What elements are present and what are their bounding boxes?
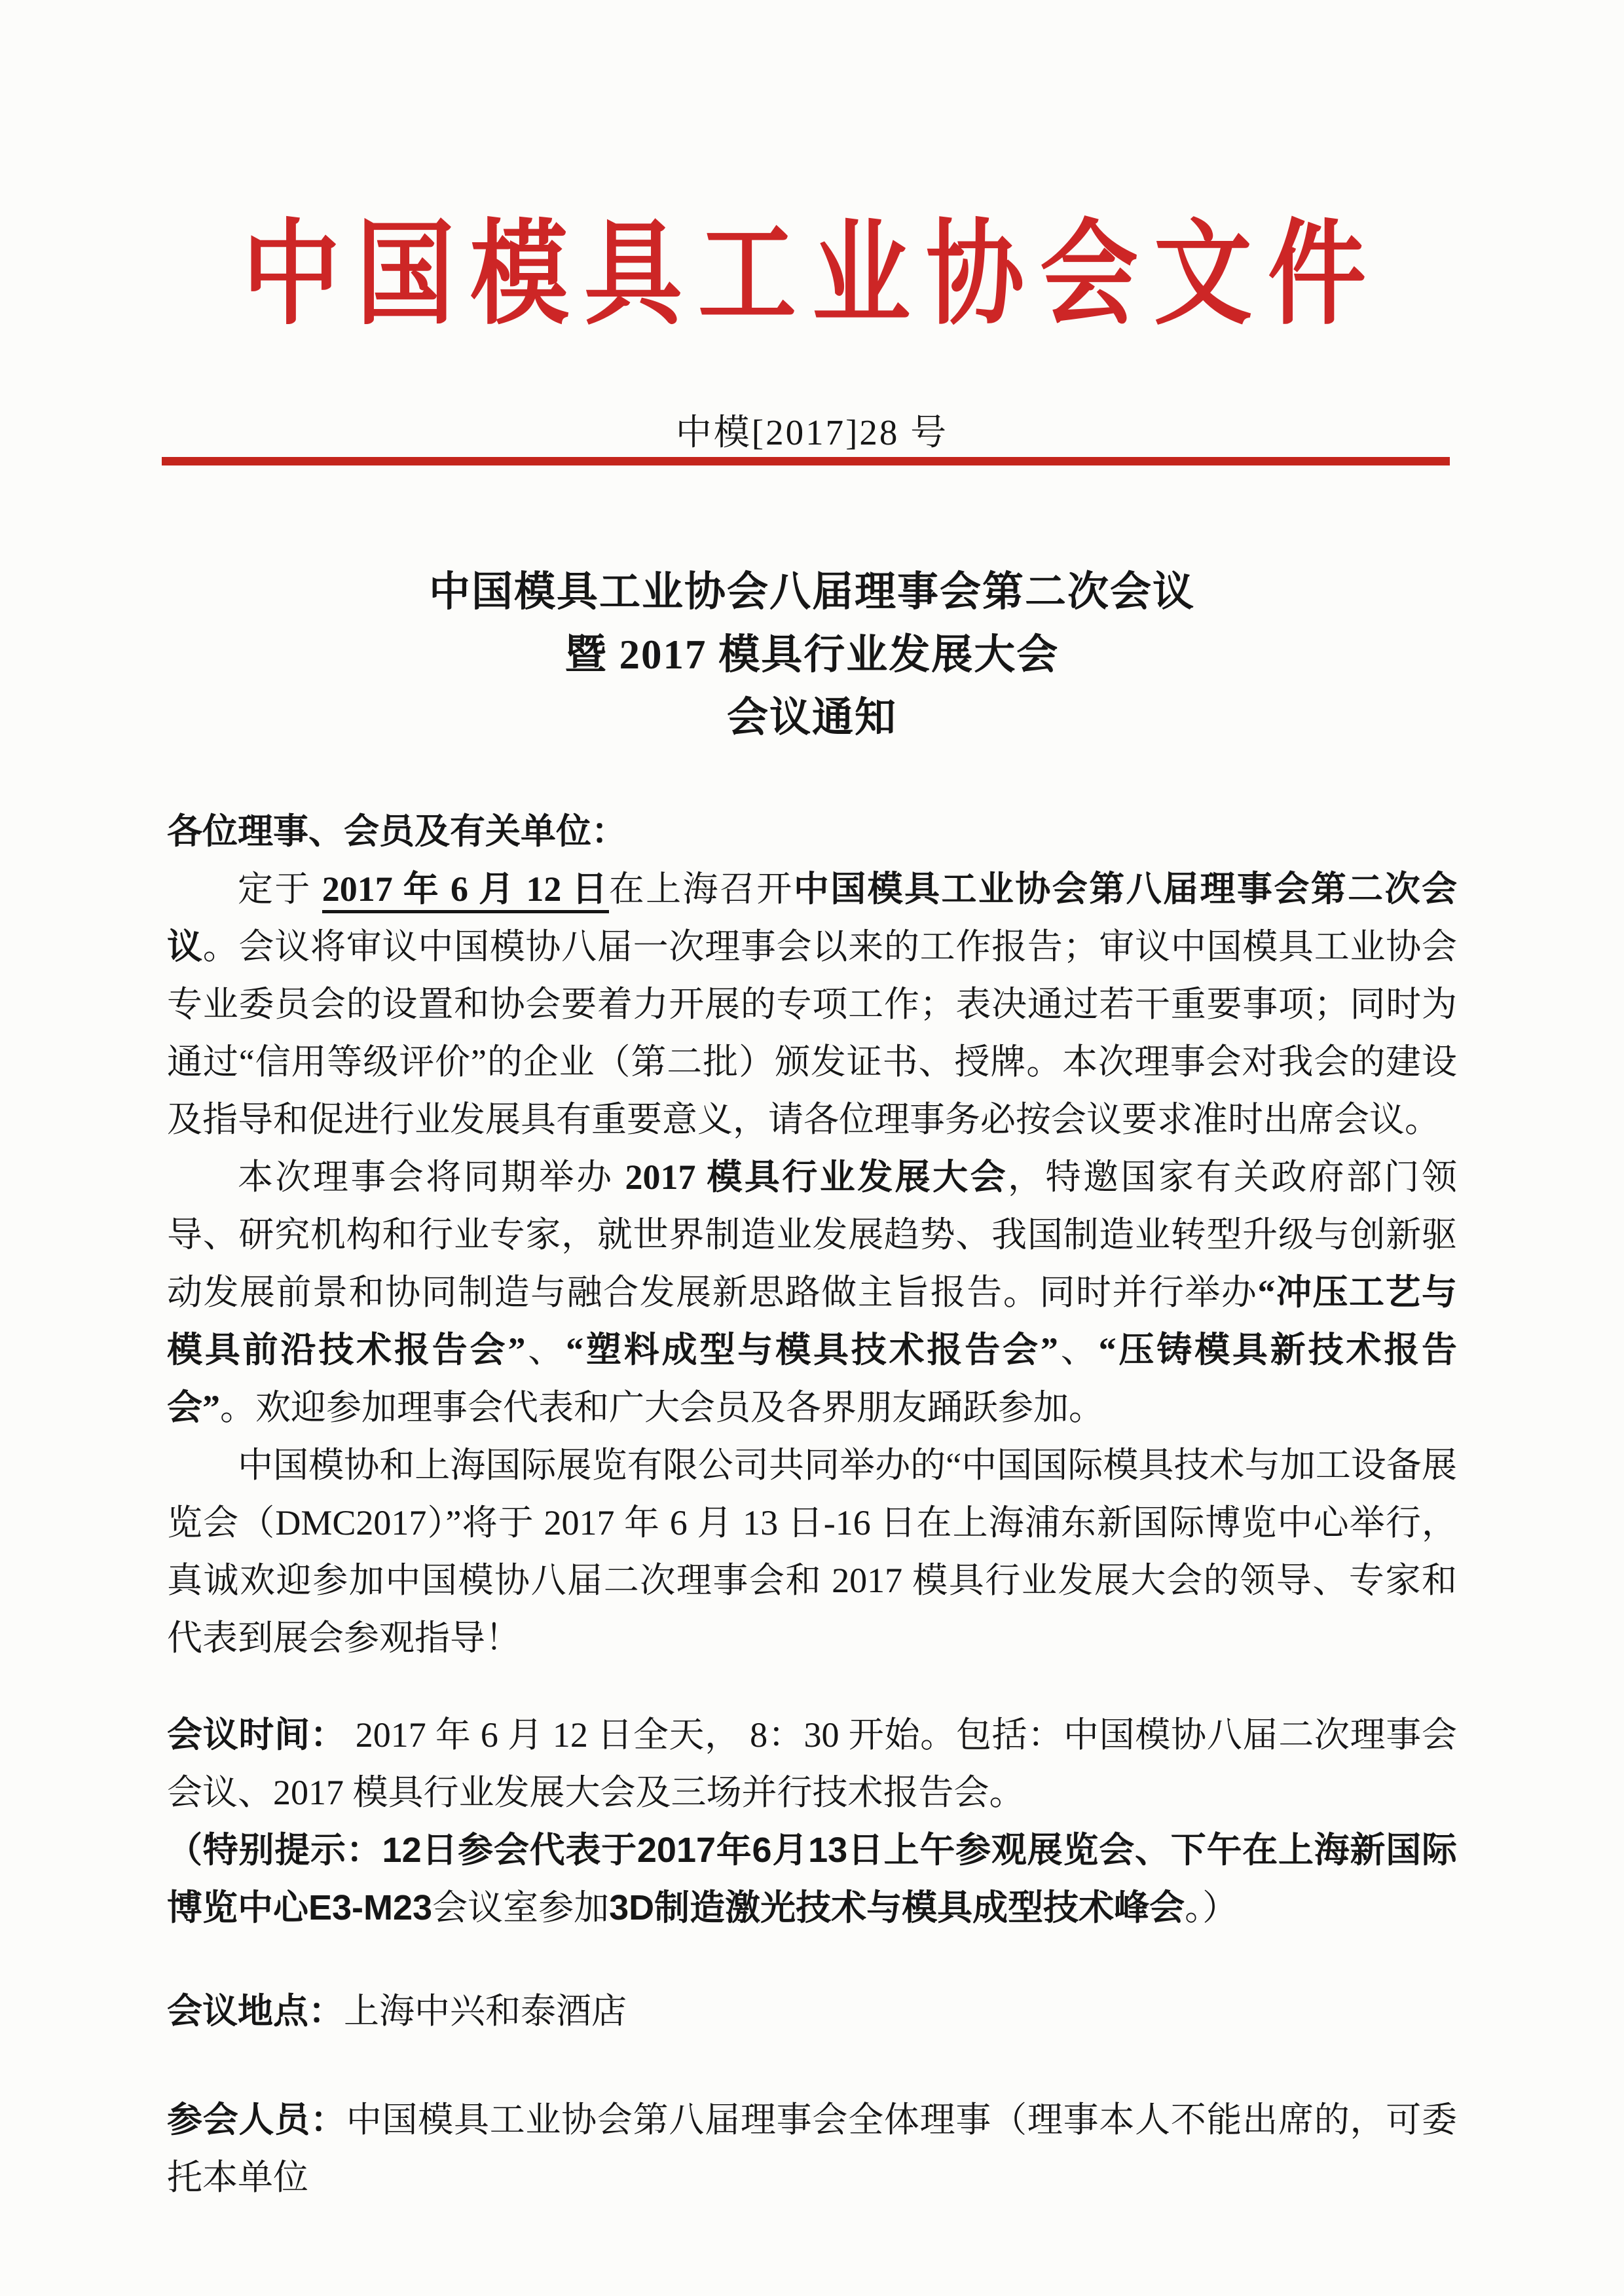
meeting-title (167, 560, 1457, 749)
meeting-title-line-3: 会议通知 (727, 695, 897, 740)
text-segment: “塑料成型与模具技术报告会” (566, 1330, 1058, 1370)
special-note (167, 1821, 1457, 1937)
text-segment: 上海中兴和泰酒店 (344, 1992, 627, 2031)
paragraph-meeting-decision (167, 860, 1457, 1148)
text-segment: 会议时间： (167, 1715, 346, 1755)
text-segment: 。会议将审议中国模协八届一次理事会以来的工作报告；审议中国模具工业协会专业委员会的设置和协会要着力开展的专项工作；表决通过若干重要事项；同时为通过“信用等级评价”的企业（第二批）颁发证书、授牌。本次理事会对我会的建设及指导和促进行业发展具有重要意义，请各位理事务必按会议要求准时出席会议。 (167, 927, 1458, 1139)
text-segment: E3-M23 (308, 1888, 433, 1927)
doc-number: 中模[2017]28 号 (675, 412, 949, 452)
text-segment: 2017 模具行业发展大会 (625, 1157, 1008, 1197)
text-segment: 本次理事会将同期举办 (238, 1157, 625, 1197)
text-segment: 2017 年 6 月 12 日全天， 8：30 开始。包括：中国模协八届二次理事会会议、2017 模具行业发展大会及三场并行技术报告会。 (167, 1715, 1457, 1812)
attendees (167, 2091, 1457, 2206)
paragraph-development-conference (167, 1148, 1457, 1436)
meeting-title-line-1: 中国模具工业协会八届理事会第二次会议 (429, 569, 1195, 615)
red-divider-line (162, 457, 1450, 465)
text-segment: 会议地点： (167, 1992, 344, 2031)
text-segment: 中国模具工业协会第八届理事会全体理事（理事本人不能出席的，可委托本单位 (167, 2100, 1458, 2197)
body-paragraphs (167, 803, 1457, 2206)
text-segment: （特别提示： (167, 1831, 382, 1870)
text-segment: 定于 (238, 869, 322, 909)
text-segment: 、 (525, 1330, 566, 1370)
text-segment: 12日参会代表于2017年6月13日上午参观展览会、下午在上海新国际博览中心 (167, 1831, 1458, 1927)
text-segment: 中国模具工业协会第八届理事会第二次会议 (167, 869, 1458, 966)
text-segment: 各位理事、会员及有关单位： (167, 812, 627, 851)
text-segment: 在上海召开 (608, 869, 794, 909)
meeting-venue (167, 1982, 1457, 2040)
text-segment: 3D制造激光技术与模具成型技术峰会 (609, 1888, 1185, 1927)
meeting-title-line-2: 暨 2017 模具行业发展大会 (564, 632, 1060, 678)
salutation (167, 803, 1457, 860)
text-segment: 。欢迎参加理事会代表和广大会员及各界朋友踊跃参加。 (220, 1388, 1104, 1427)
text-segment: 会议室参加 (432, 1888, 610, 1927)
text-segment: 、 (1058, 1330, 1099, 1370)
text-segment: 2017 年 6 月 12 日 (322, 869, 609, 913)
text-segment: ，特邀国家有关政府部门领导、研究机构和行业专家，就世界制造业发展趋势、我国制造业转型升级与创新驱动发展前景和协同制造与融合发展新思路做主旨报告。同时并行举办 (167, 1157, 1458, 1312)
text-segment: “冲压工艺与模具前沿技术报告会” (167, 1273, 1458, 1370)
text-segment: “压铸模具新技术报告会” (167, 1330, 1458, 1427)
paragraph-dmc-exhibition (167, 1436, 1457, 1667)
meeting-time (167, 1706, 1457, 1821)
text-segment: 参会人员： (167, 2100, 346, 2140)
text-segment: 。） (1185, 1888, 1238, 1927)
org-header-title: 中国模具工业协会文件 (242, 212, 1382, 338)
text-segment: 中国模协和上海国际展览有限公司共同举办的“中国国际模具技术与加工设备展览会（DMC2017）”将于 2017 年 6 月 13 日-16 日在上海浦东新国际博览中心举行，真诚欢迎参加中国模协八届二次理事会和 2017 模具行业发展大会的领导、专家和代表到展会参观指导！ (167, 1446, 1457, 1658)
